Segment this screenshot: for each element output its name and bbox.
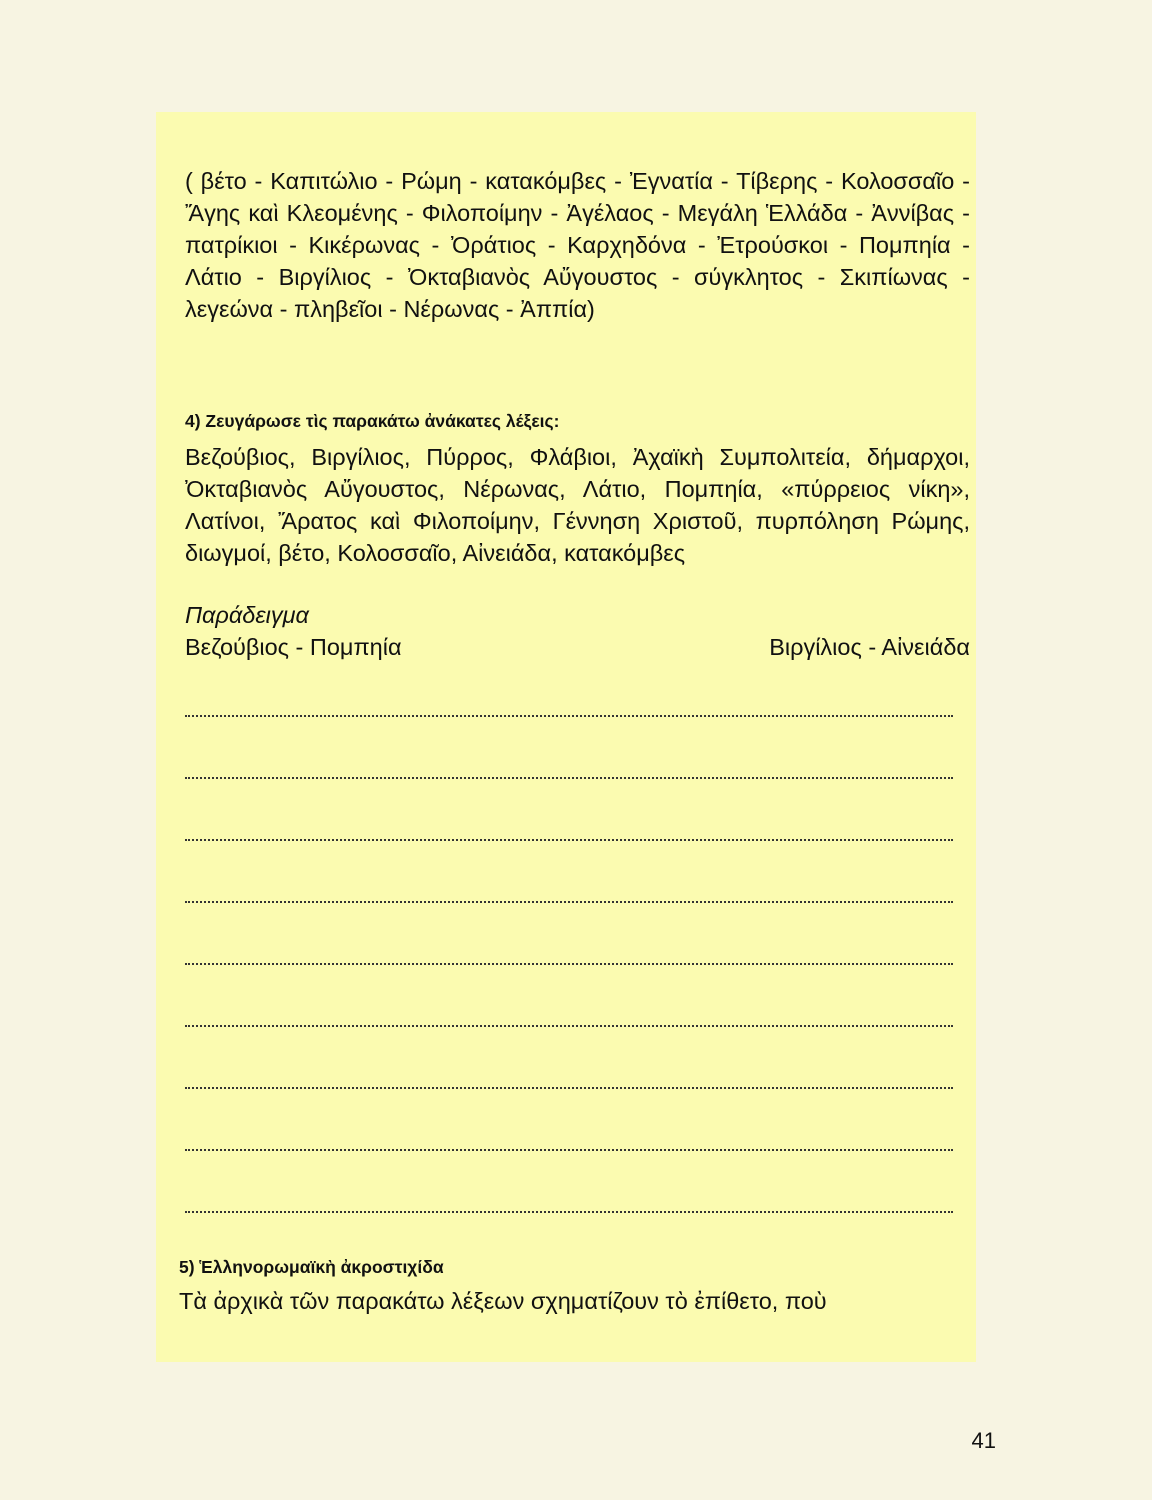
- section-4-word-list: Βεζούβιος, Βιργίλιος, Πύρρος, Φλάβιοι, Ἀχαϊκὴ Συμπολιτεία, δήμαρχοι, Ὀκταβιανὸς Αὔγουστος, Νέρωνας, Λάτιο, Πομπηία, «πύρρειος νίκη», Λατίνοι, Ἄρατος καὶ Φιλοποίμην, Γέννηση Χριστοῦ, πυρπόληση Ρώμης, διωγμοί, βέτο, Κολοσσαῖο, Αἰνειάδα, κατακόμβες: [185, 444, 970, 566]
- example-pair-left: Βεζούβιος - Πομπηία: [185, 634, 402, 660]
- section-5-heading: 5) Ἑλληνορωμαϊκὴ ἀκροστιχίδα: [179, 1257, 444, 1277]
- word-list-paragraph: ( βέτο - Καπιτώλιο - Ρώμη - κατακόμβες - Ἐγνατία - Τίβερης - Κολοσσαῖο - Ἄγης καὶ Κλεομένης - Φιλοποίμην - Ἀγέλαος - Μεγάλη Ἑλλάδα - Ἀννίβας - πατρίκιοι - Κικέρωνας - Ὀράτιος - Καρχηδόνα - Ἐτρούσκοι - Πομπηία - Λάτιο - Βιργίλιος - Ὀκταβιανὸς Αὔγουστος - σύγκλητος - Σκιπίωνας - λεγεώνα - πληβεῖοι - Νέρωνας - Ἀππία): [185, 168, 970, 322]
- answer-line[interactable]: [185, 1027, 953, 1089]
- answer-line[interactable]: [185, 693, 953, 717]
- example-title: Παράδειγμα: [185, 602, 309, 628]
- example-row: [185, 631, 970, 663]
- answer-line[interactable]: [185, 717, 953, 779]
- answer-line[interactable]: [185, 841, 953, 903]
- section-4-heading: 4) Ζευγάρωσε τὶς παρακάτω ἀνάκατες λέξεις:: [185, 411, 560, 431]
- answer-line[interactable]: [185, 903, 953, 965]
- answer-line[interactable]: [185, 779, 953, 841]
- section-5-text: Τὰ ἀρχικὰ τῶν παρακάτω λέξεων σχηματίζουν τὸ ἐπίθετο, ποὺ: [179, 1288, 827, 1314]
- page-number: 41: [971, 1428, 996, 1453]
- answer-line[interactable]: [185, 1089, 953, 1151]
- answer-line[interactable]: [185, 1151, 953, 1213]
- answer-line[interactable]: [185, 965, 953, 1027]
- example-pair-right: Βιργίλιος - Αἰνειάδα: [769, 634, 970, 660]
- answer-lines: [185, 693, 953, 1213]
- page-content: [179, 165, 970, 1317]
